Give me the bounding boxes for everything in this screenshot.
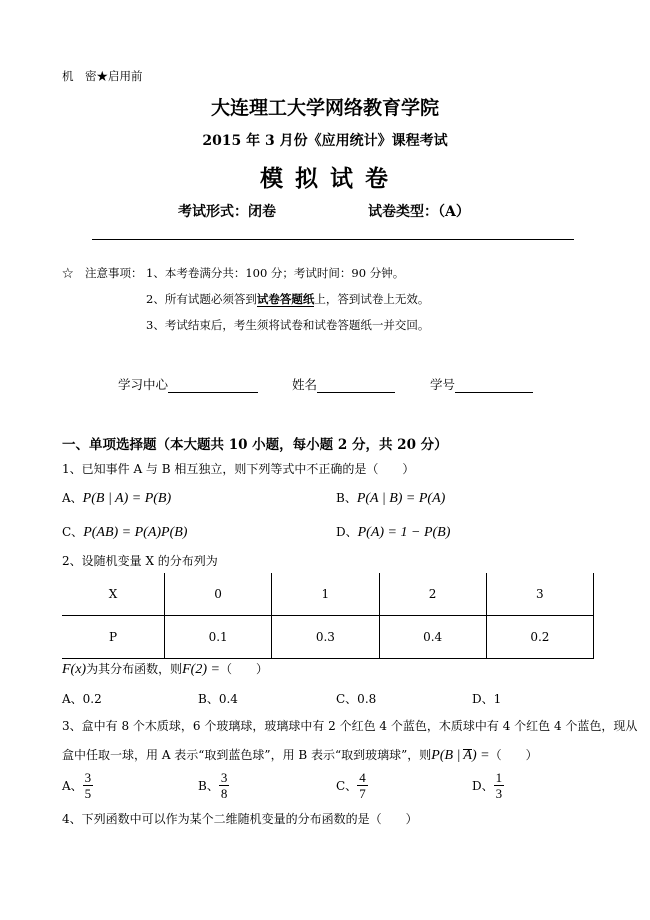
q3-paren: （ ） [489, 748, 538, 762]
table-cell: 0.2 [486, 616, 593, 659]
table-cell: 0.4 [379, 616, 486, 659]
fraction-numerator: 4 [359, 770, 366, 785]
notes-label: ☆ 注意事项： [62, 266, 143, 280]
q3-option-b-fraction [219, 770, 230, 801]
q1-option-a-expr: P(B | A) = P(B) [82, 491, 172, 506]
distribution-table [62, 573, 594, 659]
name-label: 姓名 [292, 377, 318, 392]
q2-follow-text: 为其分布函数，则 [86, 662, 183, 676]
q1-option-b-expr: P(A | B) = P(A) [356, 491, 446, 506]
school-name: 大连理工大学网络教育学院 [210, 97, 439, 119]
q2-follow-paren: （ ） [219, 662, 268, 676]
q2-option-c: C、0.8 [336, 692, 377, 706]
q1-option-b [336, 487, 445, 507]
q3-option-c-label: C、 [336, 779, 358, 793]
study-center-blank[interactable] [168, 380, 258, 393]
q3-option-a-fraction [83, 770, 94, 801]
student-number-label: 学号 [430, 377, 456, 392]
table-cell: P [62, 616, 165, 659]
paper-kind: 试卷类型：（A） [368, 204, 470, 220]
q4-stem: 4、下列函数中可以作为某个二维随机变量的分布函数的是（ ） [62, 812, 418, 826]
q3-stem-line2 [62, 744, 538, 764]
q3-expr-post: ) = [471, 748, 490, 763]
q2-follow [62, 658, 268, 678]
note-item-2-part2: 上，答到试卷上无效。 [314, 292, 430, 306]
student-number-blank[interactable] [455, 380, 533, 393]
q1-option-a [62, 487, 171, 507]
q3-expr-bar: A [463, 748, 472, 763]
note-item-2-answer-sheet: 试卷答题纸 [256, 292, 315, 306]
q3-expr-pre: P(B | [431, 748, 461, 763]
q2-option-b: B、0.4 [198, 692, 238, 706]
q2-option-d: D、1 [472, 692, 502, 706]
secret-mark: 机 密★启用前 [62, 69, 143, 83]
q3-option-d-label: D、 [472, 779, 494, 793]
q1-stem: 1、已知事件 A 与 B 相互独立，则下列等式中不正确的是（ ） [62, 462, 415, 476]
q1-option-d-expr: P(A) = 1 − P(B) [357, 525, 451, 540]
q1-option-c-label: C、 [62, 525, 84, 539]
table-cell: 0.3 [272, 616, 379, 659]
table-cell: 3 [486, 573, 593, 616]
exam-title: 2015 年 3 月份《应用统计》课程考试 [202, 133, 448, 149]
table-cell: 0 [165, 573, 272, 616]
table-row [62, 573, 594, 616]
fraction-denominator: 5 [84, 786, 92, 801]
q1-option-a-label: A、 [62, 491, 83, 505]
fraction-denominator: 8 [220, 786, 228, 801]
note-item-1: 1、本考卷满分共：100 分；考试时间：90 分钟。 [146, 266, 405, 280]
q1-option-c-expr: P(AB) = P(A)P(B) [83, 525, 188, 540]
student-number-field[interactable] [430, 375, 533, 393]
table-cell: 2 [379, 573, 486, 616]
q2-follow-expr2: F(2) = [182, 662, 220, 677]
fraction-numerator: 1 [495, 770, 503, 785]
name-blank[interactable] [317, 380, 395, 393]
q3-stem-text: 盒中任取一球，用 A 表示“取到蓝色球”，用 B 表示“取到玻璃球”，则 [62, 748, 432, 762]
q1-option-b-label: B、 [336, 491, 357, 505]
name-field[interactable] [292, 375, 395, 393]
fraction-denominator: 7 [359, 786, 366, 801]
q1-option-c [62, 521, 187, 541]
fraction-numerator: 3 [84, 770, 92, 785]
table-row [62, 616, 594, 659]
q2-follow-expr1: F(x) [62, 662, 87, 677]
q3-option-d [472, 770, 504, 801]
q3-option-a-label: A、 [62, 779, 83, 793]
table-cell: X [62, 573, 165, 616]
q3-option-c [336, 770, 368, 801]
table-cell: 1 [272, 573, 379, 616]
q3-option-b [198, 770, 229, 801]
q1-option-d [336, 521, 450, 541]
header-divider [92, 239, 574, 240]
paper-type: 模 拟 试 卷 [259, 165, 391, 192]
note-item-2 [146, 291, 429, 307]
note-item-3: 3、考试结束后，考生须将试卷和试卷答题纸一并交回。 [146, 318, 430, 332]
study-center-field[interactable] [118, 375, 258, 393]
fraction-numerator: 3 [220, 770, 228, 785]
study-center-label: 学习中心 [118, 377, 169, 392]
q3-option-c-fraction [357, 770, 368, 801]
exam-form: 考试形式：闭卷 [178, 204, 276, 220]
q2-option-a: A、0.2 [62, 692, 102, 706]
q3-option-a [62, 770, 93, 801]
q2-stem: 2、设随机变量 X 的分布列为 [62, 554, 218, 568]
q3-stem-line1: 3、盒中有 8 个木质球，6 个玻璃球，玻璃球中有 2 个红色 4 个蓝色，木质球中有 4 个红色 4 个蓝色，现从 [62, 719, 638, 733]
note-item-2-part1: 2、所有试题必须答到 [146, 292, 257, 306]
q1-option-d-label: D、 [336, 525, 358, 539]
q3-option-d-fraction [494, 770, 505, 801]
q3-option-b-label: B、 [198, 779, 219, 793]
section-1-title: 一、单项选择题（本大题共 10 小题，每小题 2 分，共 20 分） [62, 437, 448, 453]
table-cell: 0.1 [165, 616, 272, 659]
fraction-denominator: 3 [495, 786, 503, 801]
